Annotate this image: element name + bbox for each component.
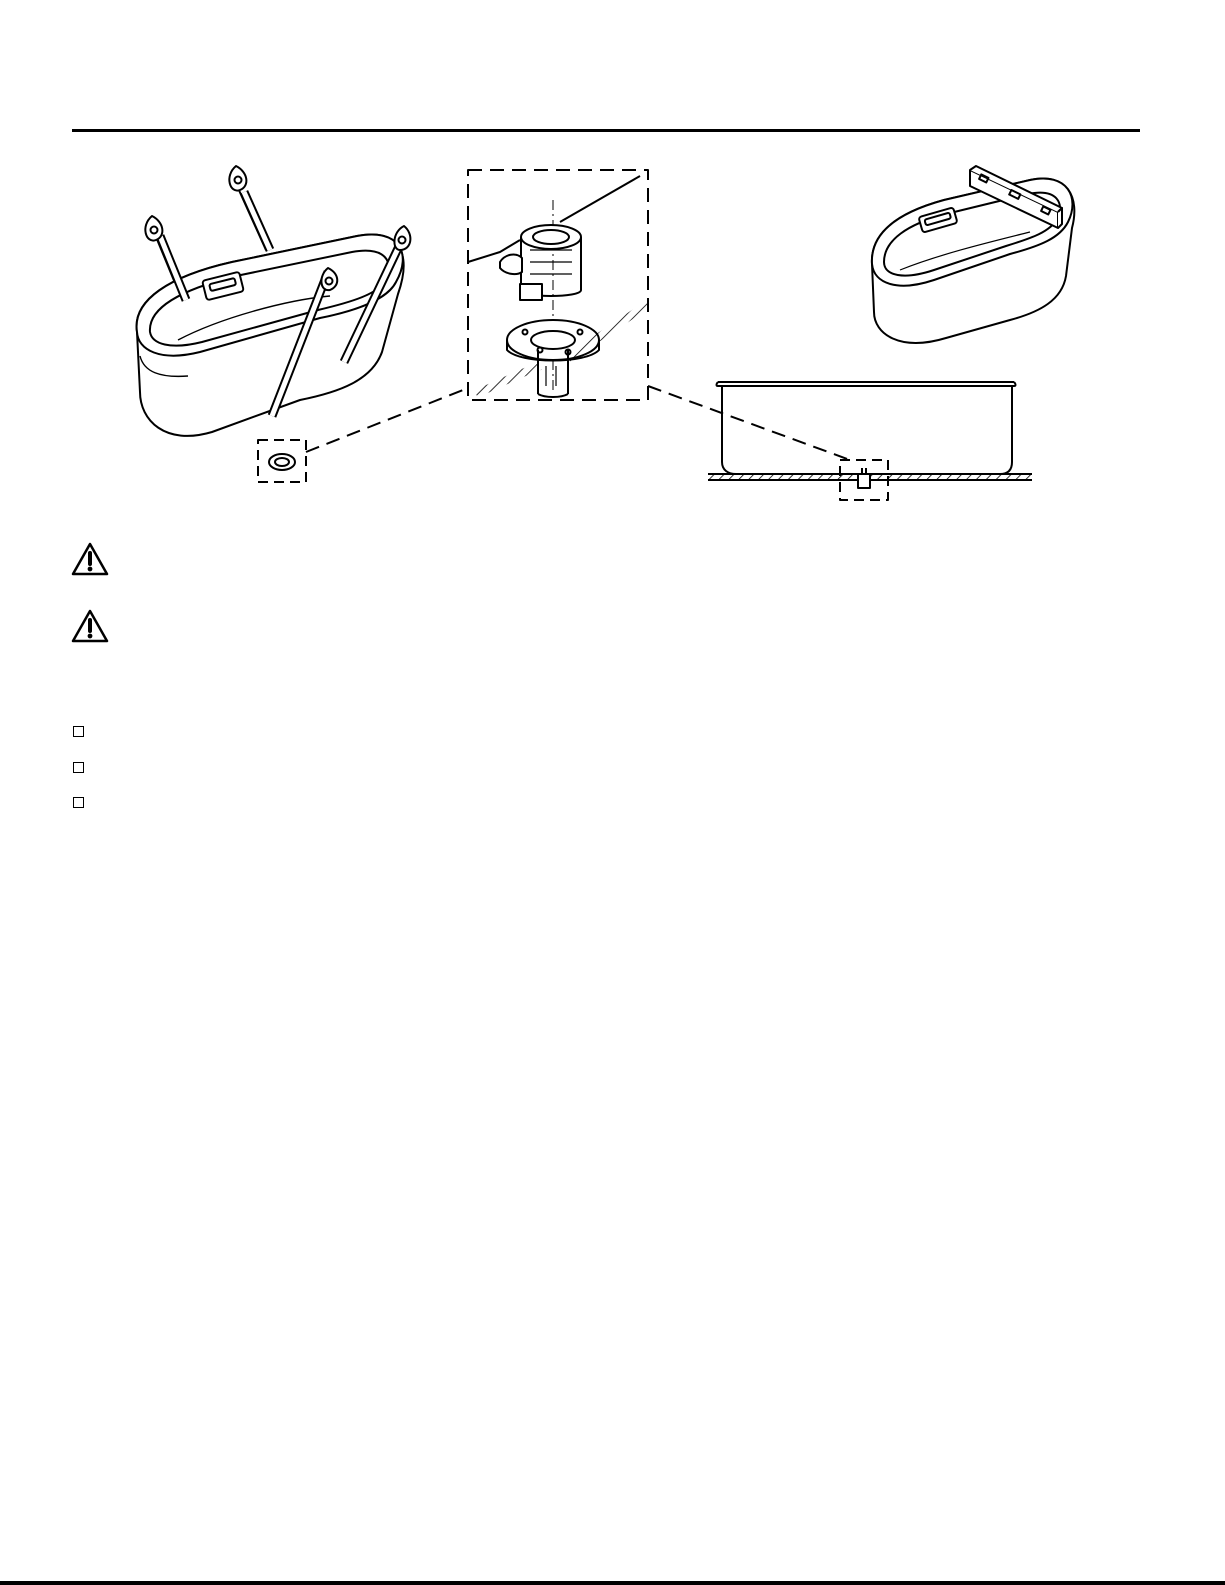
bathtub-lifted-by-straps: [137, 166, 468, 482]
warning-triangle-icon: [70, 608, 110, 644]
checklist-checkbox-3[interactable]: [73, 797, 84, 808]
installation-illustration: [0, 0, 1225, 520]
footer-rule: [0, 1581, 1225, 1585]
checklist-checkbox-1[interactable]: [73, 726, 84, 737]
warning-triangle-icon: [70, 541, 110, 577]
bathtub-side-view-on-floor: [708, 382, 1032, 500]
drain-assembly-detail: [468, 170, 850, 460]
checklist-checkbox-2[interactable]: [73, 762, 84, 773]
bathtub-with-level: [872, 166, 1074, 343]
